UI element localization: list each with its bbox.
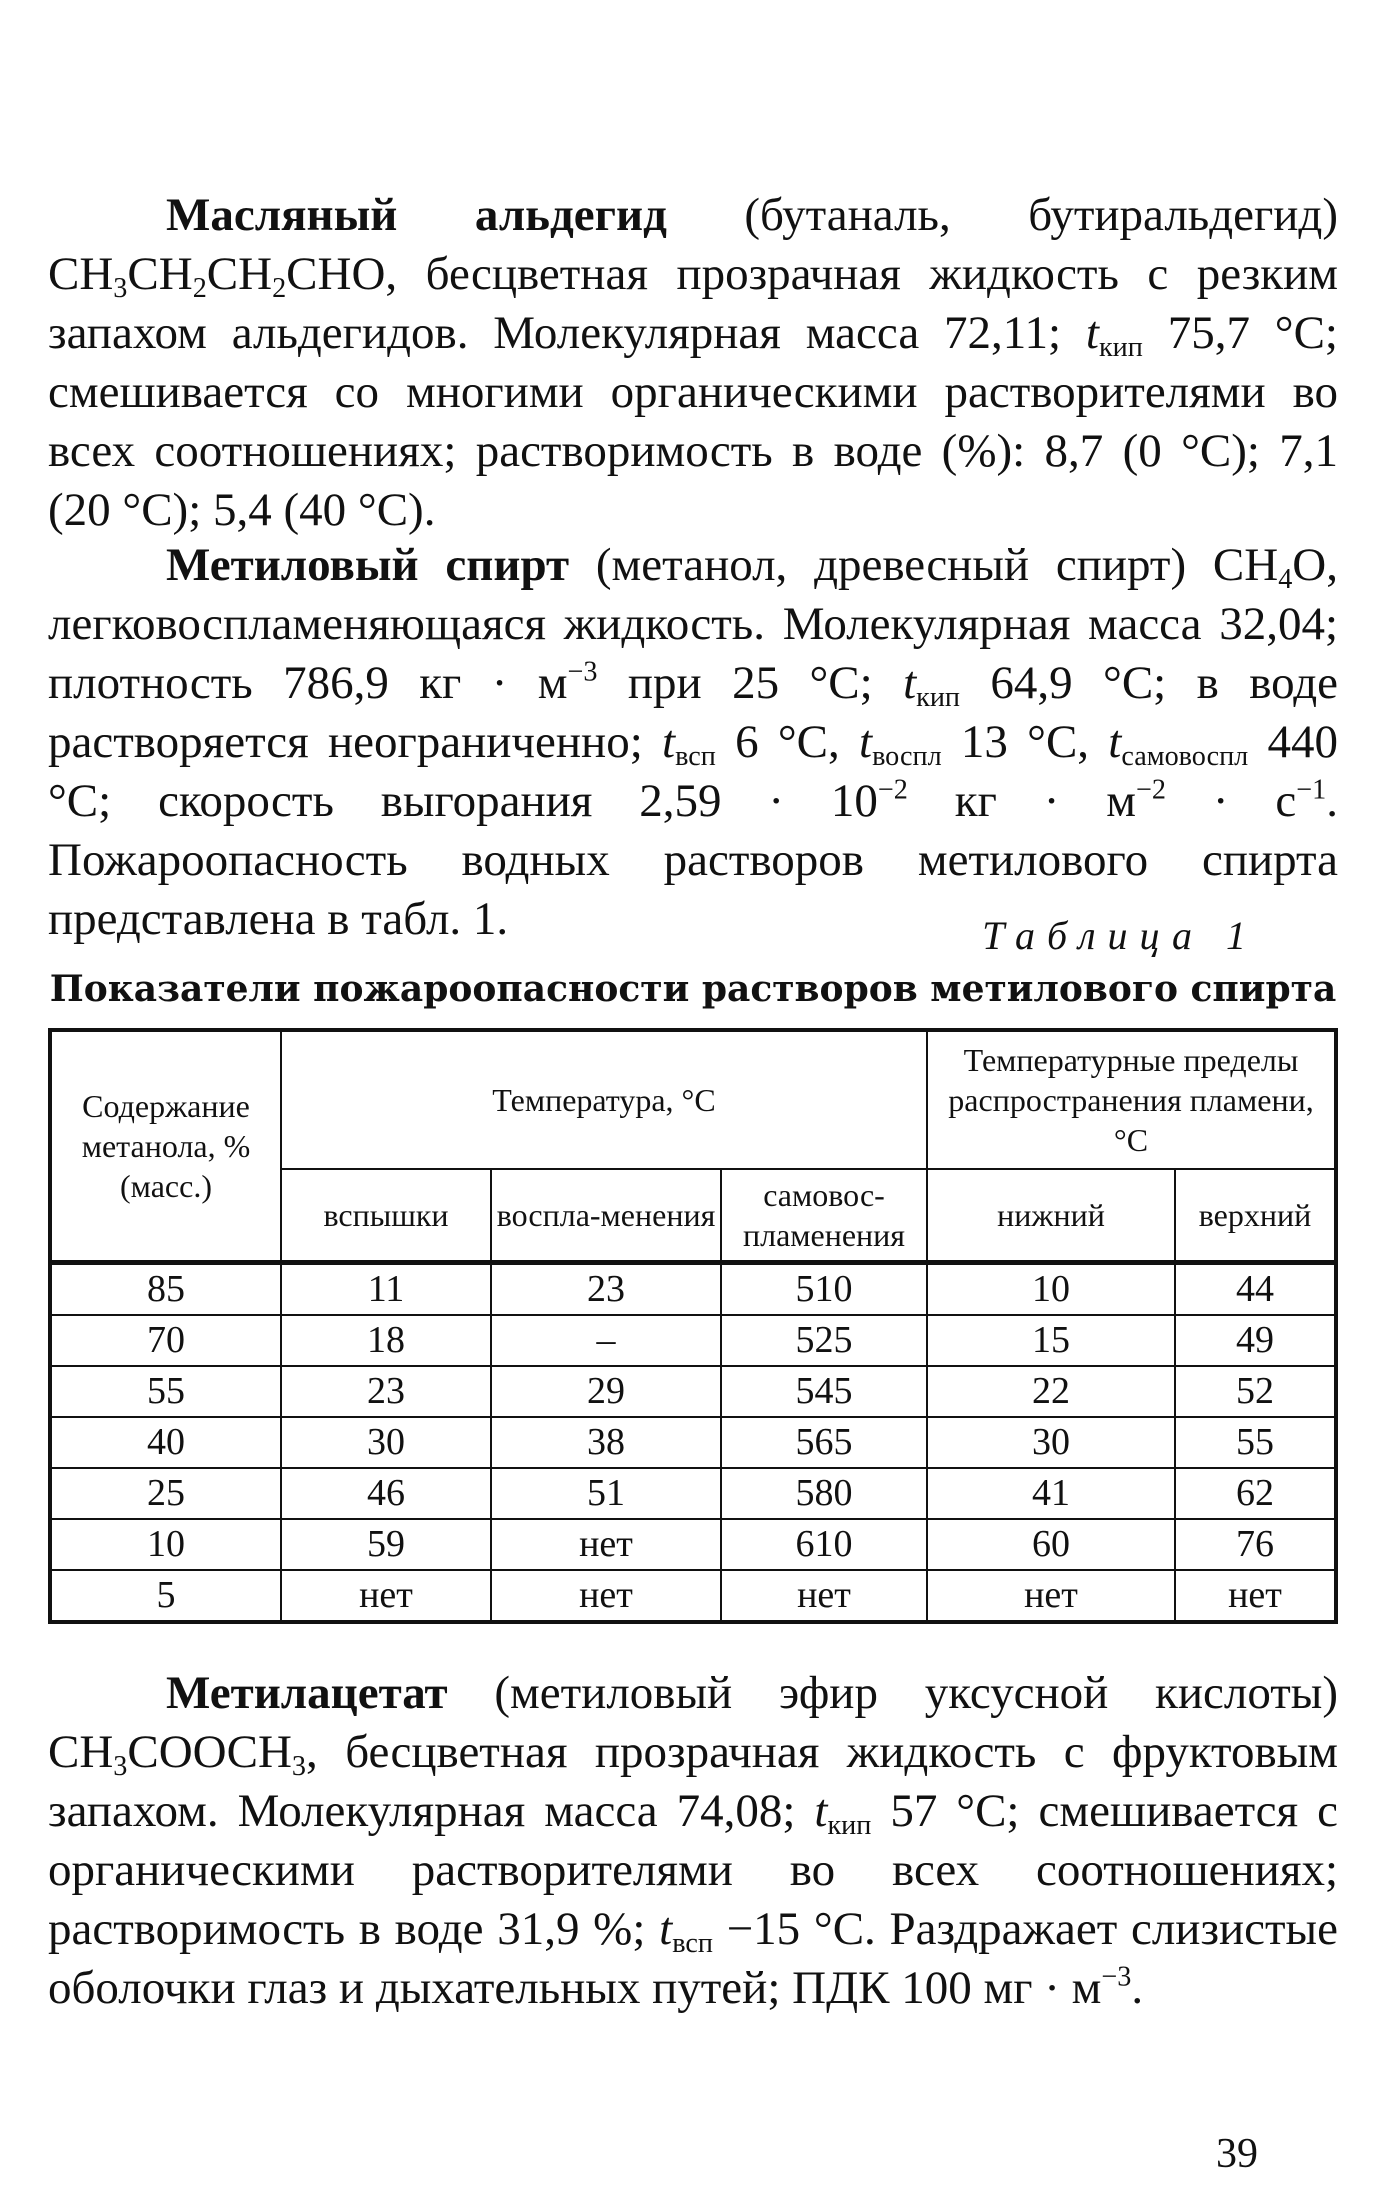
table-cell: 60 <box>927 1519 1175 1570</box>
table-cell: 30 <box>927 1417 1175 1468</box>
table-cell: 76 <box>1175 1519 1336 1570</box>
table-cell: 30 <box>281 1417 491 1468</box>
table-cell: 46 <box>281 1468 491 1519</box>
table-cell: 49 <box>1175 1315 1336 1366</box>
table-cell: 23 <box>491 1263 721 1316</box>
table-row <box>50 1468 1336 1519</box>
table-cell: 10 <box>50 1519 281 1570</box>
fire-hazard-table <box>48 1028 1338 1624</box>
table-cell: нет <box>281 1570 491 1622</box>
table-row <box>50 1315 1336 1366</box>
header-content: Содержание метанола, % (масс.) <box>50 1030 281 1263</box>
paragraph-methanol: Метиловый спирт (метанол, древесный спирт) $CH_4O$, легковоспламеняющаяся жидкость. Молекулярная масса 32,04; плотность 786,9 кг · $м^{-3}$ при 25 °С; $t_{кип}$ 64,9 °С; в воде растворяется неограниченно; $t_{всп}$ 6 °С, $t_{воспл}$ 13 °С, $t_{самовоспл}$ 440 °С; скорость выгорания $2,59 \cdot 10^{-2}$ кг · $м^{-2} \cdot с^{-1}$. Пожароопасность водных растворов метилового спирта представлена в табл. 1. <box>48 539 1339 945</box>
table-cell: 15 <box>927 1315 1175 1366</box>
paragraph-butanal: Масляный альдегид (бутаналь, бутиральдегид) $CH_3CH_2CH_2CHO$, бесцветная прозрачная жидкость с резким запахом альдегидов. Молекулярная масса 72,11; $t_{кип}$ 75,7 °С; смешивается со многими органическими растворителями во всех соотношениях; растворимость в воде (%): 8,7 (0 °С); 7,1 (20 °С); 5,4 (40 °С). <box>48 189 1338 536</box>
header-upper: верхний <box>1175 1169 1336 1263</box>
table-cell: 62 <box>1175 1468 1336 1519</box>
header-limits: Температурные пределы распространения пламени, °С <box>927 1030 1336 1169</box>
table-row <box>50 1417 1336 1468</box>
term-methanol: Метиловый спирт <box>166 539 570 591</box>
table-row <box>50 1519 1336 1570</box>
table-label: Таблица 1 <box>982 913 1258 958</box>
table-cell: 70 <box>50 1315 281 1366</box>
table-cell: 55 <box>1175 1417 1336 1468</box>
table-cell: 23 <box>281 1366 491 1417</box>
table-row <box>50 1570 1336 1622</box>
header-temperature: Температура, °С <box>281 1030 927 1169</box>
header-ignition: воспла-менения <box>491 1169 721 1263</box>
table-cell: нет <box>721 1570 927 1622</box>
table-cell: 51 <box>491 1468 721 1519</box>
table-cell: 525 <box>721 1315 927 1366</box>
table-cell: нет <box>491 1570 721 1622</box>
table-cell: 510 <box>721 1263 927 1316</box>
paragraph-methylacetate: Метилацетат (метиловый эфир уксусной кислоты) $CH_3COOCH_3$, бесцветная прозрачная жидкость с фруктовым запахом. Молекулярная масса 74,08; $t_{кип}$ 57 °С; смешивается с органическими растворителями во всех соотношениях; растворимость в воде 31,9 %; $t_{всп} -15$ °С. Раздражает слизистые оболочки глаз и дыхательных путей; ПДК 100 мг · $м^{-3}$. <box>48 1667 1338 2014</box>
table-cell: 25 <box>50 1468 281 1519</box>
table-cell: 5 <box>50 1570 281 1622</box>
header-flash: вспышки <box>281 1169 491 1263</box>
table-cell: 85 <box>50 1263 281 1316</box>
table-cell: нет <box>1175 1570 1336 1622</box>
table-cell: 52 <box>1175 1366 1336 1417</box>
table-cell: 44 <box>1175 1263 1336 1316</box>
table-cell: 580 <box>721 1468 927 1519</box>
table-cell: 565 <box>721 1417 927 1468</box>
table-cell: 610 <box>721 1519 927 1570</box>
table-cell: 41 <box>927 1468 1175 1519</box>
term-butanal: Масляный альдегид <box>166 189 667 241</box>
table-cell: 11 <box>281 1263 491 1316</box>
term-methylacetate: Метилацетат <box>166 1667 448 1719</box>
table-row <box>50 1366 1336 1417</box>
table-body <box>50 1263 1336 1623</box>
table-cell: 18 <box>281 1315 491 1366</box>
table-cell: 59 <box>281 1519 491 1570</box>
table-row <box>50 1263 1336 1316</box>
table-cell: – <box>491 1315 721 1366</box>
table-cell: нет <box>491 1519 721 1570</box>
table-cell: 10 <box>927 1263 1175 1316</box>
header-lower: нижний <box>927 1169 1175 1263</box>
table-cell: 40 <box>50 1417 281 1468</box>
table-cell: 38 <box>491 1417 721 1468</box>
table-cell: 22 <box>927 1366 1175 1417</box>
table-cell: 29 <box>491 1366 721 1417</box>
table-caption: Показатели пожароопасности растворов метилового спирта <box>49 968 1337 1010</box>
table-cell: нет <box>927 1570 1175 1622</box>
page-number: 39 <box>1216 2131 1258 2177</box>
table-cell: 55 <box>50 1366 281 1417</box>
table-cell: 545 <box>721 1366 927 1417</box>
header-autoignition: самовос-пламенения <box>721 1169 927 1263</box>
